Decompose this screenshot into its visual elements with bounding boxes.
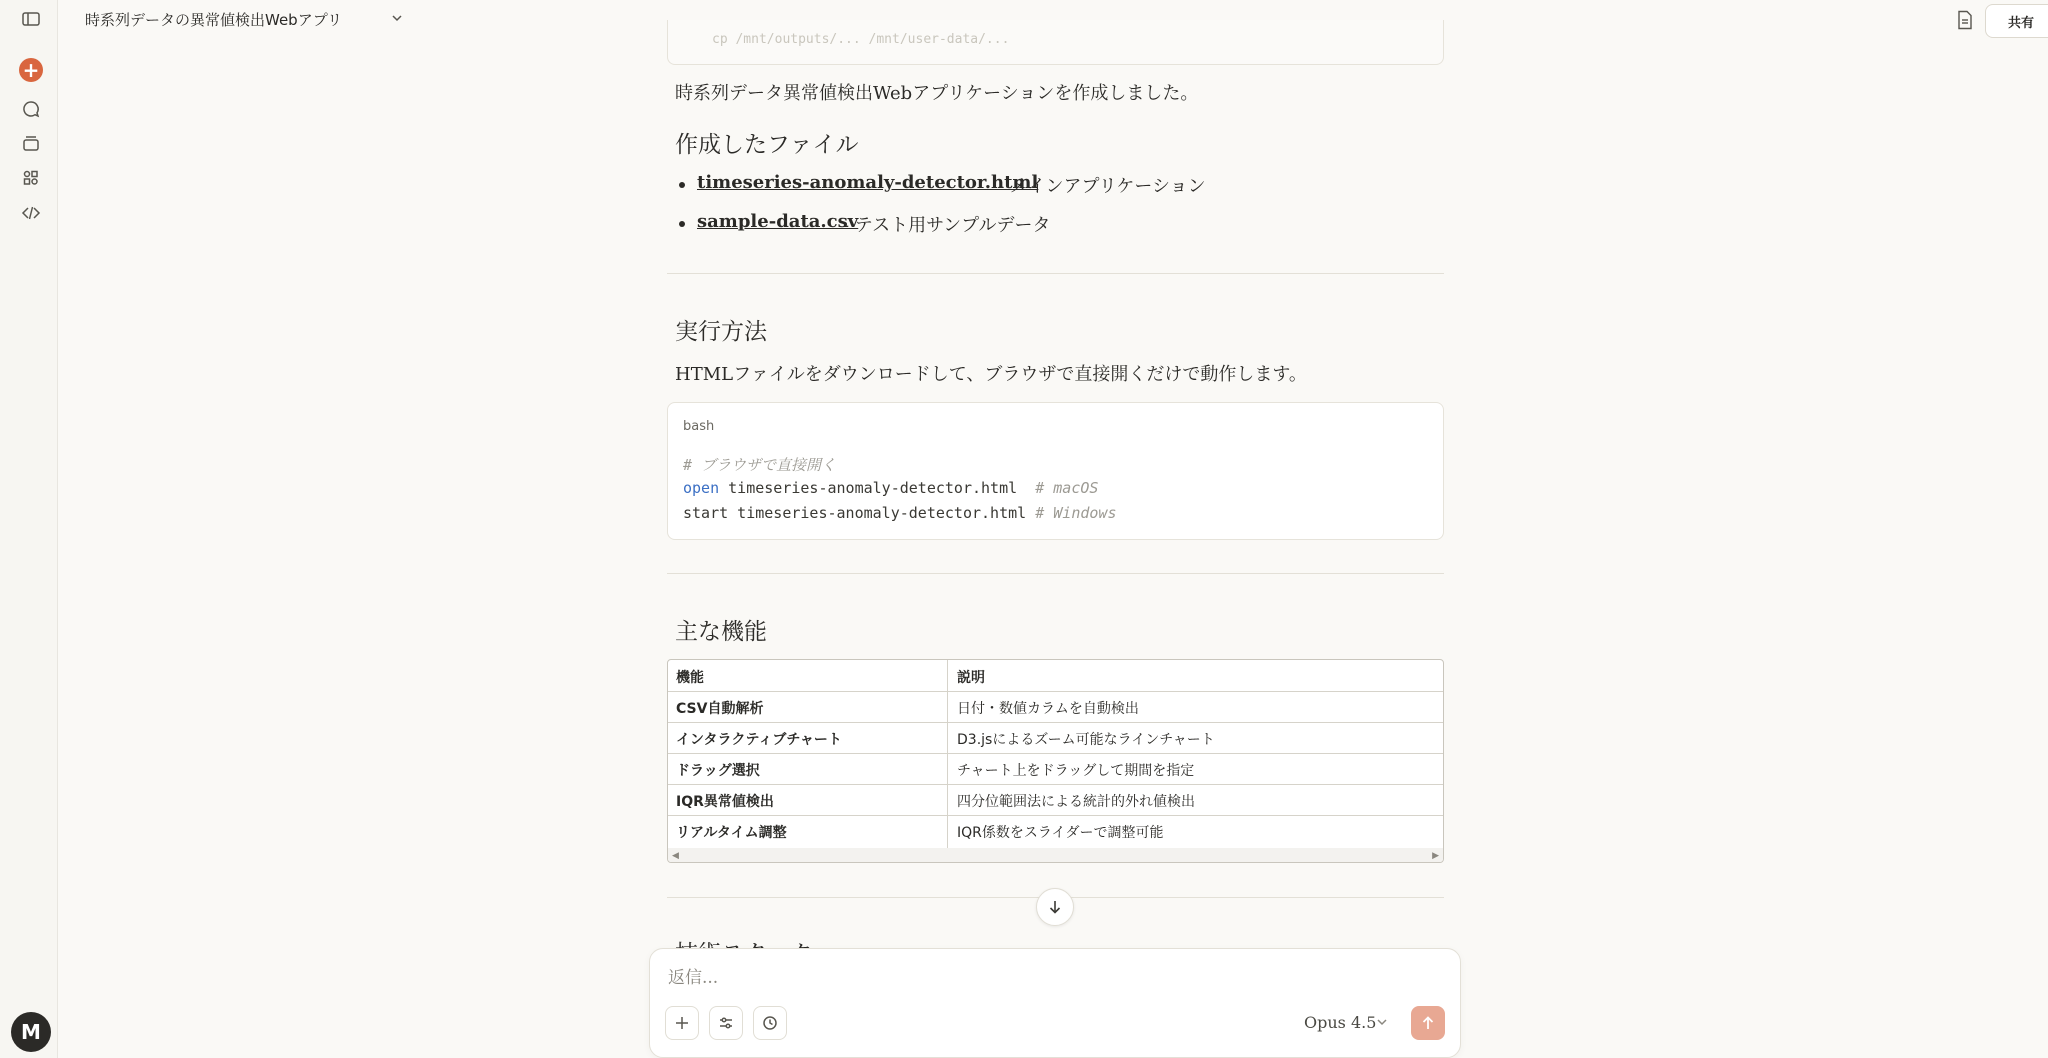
files-heading: 作成したファイル <box>675 132 859 158</box>
code-language-label: bash <box>683 419 715 434</box>
table-header-cell: 説明 <box>957 670 985 686</box>
artifacts-icon[interactable] <box>14 161 48 195</box>
chevron-down-icon[interactable] <box>1375 1015 1389 1029</box>
model-selector[interactable]: Opus 4.5 <box>1304 1013 1377 1032</box>
chat-title[interactable]: 時系列データの異常値検出Webアプリ <box>85 11 343 29</box>
code-text: timeseries-anomaly-detector.html <box>719 479 1036 497</box>
divider <box>667 573 1444 574</box>
file-link[interactable]: sample-data.csv <box>697 211 859 232</box>
document-icon[interactable] <box>1956 10 1974 30</box>
clock-icon <box>762 1015 778 1031</box>
code-icon[interactable] <box>14 196 48 230</box>
code-text: start timeseries-anomaly-detector.html <box>683 504 1036 522</box>
run-paragraph: HTMLファイルをダウンロードして、ブラウザで直接開くだけで動作します。 <box>675 364 1307 385</box>
bullet-dot <box>679 221 685 227</box>
arrow-up-icon <box>1420 1015 1436 1031</box>
table-row <box>668 722 1443 754</box>
reply-input[interactable] <box>666 965 1370 991</box>
table-cell: IQR係数をスライダーで調整可能 <box>957 825 1164 841</box>
table-cell: インタラクティブチャート <box>676 732 842 748</box>
divider <box>667 273 1444 274</box>
code-line <box>683 504 1116 522</box>
code-keyword: open <box>683 479 720 497</box>
table-cell: CSV自動解析 <box>676 701 764 717</box>
history-button[interactable] <box>753 1006 787 1040</box>
table-header-row <box>668 660 1443 692</box>
table-row <box>668 753 1443 785</box>
file-description: - テスト用サンプルデータ <box>843 215 1051 236</box>
scroll-right-icon[interactable]: ▶ <box>1432 851 1439 861</box>
previous-code-block <box>667 20 1444 65</box>
code-line <box>683 479 1098 497</box>
user-avatar[interactable]: M <box>11 1012 51 1052</box>
new-chat-button[interactable]: + <box>19 58 43 82</box>
sidebar <box>0 0 58 1058</box>
plus-icon <box>674 1015 690 1031</box>
horizontal-scrollbar[interactable] <box>668 848 1443 862</box>
scroll-to-bottom-button[interactable] <box>1036 888 1074 926</box>
intro-paragraph: 時系列データ異常値検出Webアプリケーションを作成しました。 <box>675 83 1199 104</box>
chevron-down-icon[interactable] <box>389 10 405 26</box>
table-row <box>668 784 1443 816</box>
tools-button[interactable] <box>709 1006 743 1040</box>
table-cell: 日付・数値カラムを自動検出 <box>957 701 1139 717</box>
scroll-left-icon[interactable]: ◀ <box>672 851 679 861</box>
table-cell: IQR異常値検出 <box>676 794 774 810</box>
previous-code-fragment: cp /mnt/outputs/... /mnt/user-data/... <box>712 32 1010 47</box>
run-heading: 実行方法 <box>675 319 767 345</box>
table-cell: チャート上をドラッグして期間を指定 <box>957 763 1195 779</box>
arrow-down-icon <box>1047 899 1063 915</box>
table-cell: 四分位範囲法による統計的外れ値検出 <box>957 794 1195 810</box>
table-row <box>668 815 1443 846</box>
table-row <box>668 691 1443 723</box>
share-button[interactable]: 共有 <box>1985 4 2048 38</box>
bullet-dot <box>679 182 685 188</box>
message-composer <box>649 948 1461 1058</box>
code-comment: # Windows <box>1035 504 1117 522</box>
table-cell: D3.jsによるズーム可能なラインチャート <box>957 732 1215 748</box>
table-header-cell: 機能 <box>676 670 704 686</box>
sliders-icon <box>718 1015 734 1031</box>
sidebar-toggle-icon[interactable] <box>14 2 48 36</box>
table-cell: ドラッグ選択 <box>676 763 760 779</box>
column-divider <box>947 660 948 848</box>
file-link[interactable]: timeseries-anomaly-detector.html <box>697 172 1039 193</box>
code-comment: # macOS <box>1035 479 1099 497</box>
table-cell: リアルタイム調整 <box>676 825 787 841</box>
features-heading: 主な機能 <box>675 619 767 645</box>
code-block <box>667 402 1444 540</box>
send-button[interactable] <box>1411 1006 1445 1040</box>
file-description: - メインアプリケーション <box>998 176 1206 197</box>
code-comment: # ブラウザで直接開く <box>683 456 837 474</box>
projects-icon[interactable] <box>14 126 48 160</box>
code-line <box>683 454 836 475</box>
add-attachment-button[interactable] <box>665 1006 699 1040</box>
chats-icon[interactable] <box>14 92 48 126</box>
features-table <box>667 659 1444 863</box>
